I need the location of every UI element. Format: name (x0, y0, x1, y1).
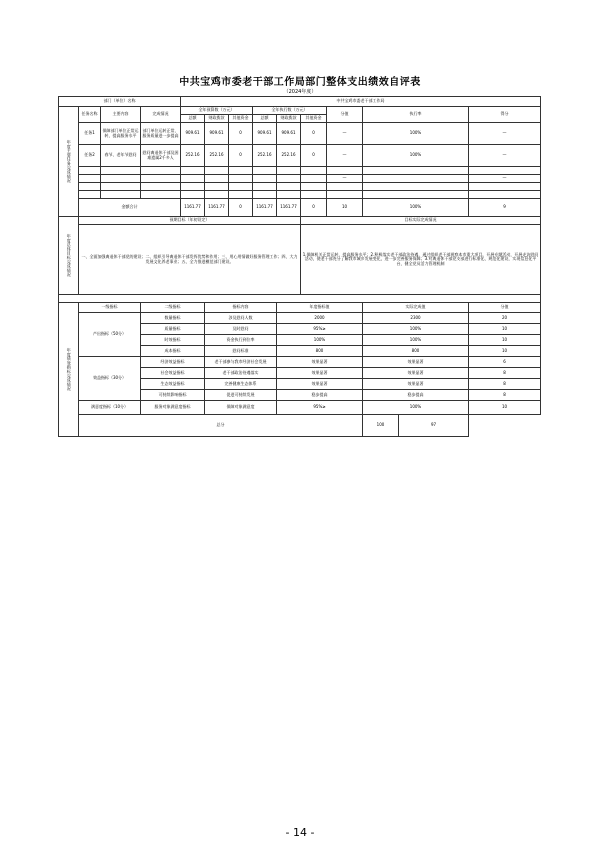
col-indicator-score: 分值 (469, 303, 541, 313)
exec-total: 252.16 (253, 145, 277, 167)
indicator-score: 10 (469, 335, 541, 346)
indicator-target: 效果显著 (277, 368, 363, 379)
indicator-content: 老干部参与我市经济社会发展 (205, 357, 277, 368)
sub-budget-other: 其他资金 (229, 115, 253, 123)
spacer-row (59, 295, 541, 303)
sub-exec-other: 其他资金 (301, 115, 327, 123)
total-budget-total: 1161.77 (181, 199, 205, 217)
exec-fiscal: 252.16 (277, 145, 301, 167)
col-task-content: 主要内容 (101, 107, 141, 123)
indicator-total-score: 100 (363, 415, 399, 437)
total-exec-fiscal: 1161.77 (277, 199, 301, 217)
indicator-level2: 数量指标 (141, 313, 205, 324)
task-rate: 100% (363, 145, 469, 167)
col-score: 分值 (327, 107, 363, 123)
indicator-target: 800 (277, 346, 363, 357)
col-indicator-content: 指标内容 (205, 303, 277, 313)
indicator-actual: 效果显著 (363, 379, 469, 390)
sub-exec-fiscal: 财政拨款 (277, 115, 301, 123)
indicator-level2: 经济效益指标 (141, 357, 205, 368)
total-score: 10 (327, 199, 363, 217)
output-label: 产出指标（50分） (79, 313, 141, 357)
indicator-score: 20 (469, 313, 541, 324)
goals-expected-label: 预期目标（年初设定） (79, 217, 301, 225)
empty-score: — (327, 175, 363, 183)
total-exec-other: 0 (301, 199, 327, 217)
exec-total: 909.61 (253, 123, 277, 145)
indicator-score: 8 (469, 379, 541, 390)
budget-total: 909.61 (181, 123, 205, 145)
col-budget: 全年预算数（万元） (181, 107, 253, 115)
indicator-actual: 效果显著 (363, 368, 469, 379)
indicator-level2: 质量指标 (141, 324, 205, 335)
exec-fiscal: 909.61 (277, 123, 301, 145)
budget-other: 0 (229, 123, 253, 145)
indicator-level2: 可持续影响指标 (141, 390, 205, 401)
indicator-content: 老干部政治待遇落实 (205, 368, 277, 379)
total-budget-other: 0 (229, 199, 253, 217)
sub-exec-total: 总额 (253, 115, 277, 123)
goals-section-label: 年度总体目标完成情况 (59, 217, 79, 295)
col-target: 年度指标值 (277, 303, 363, 313)
table-row-empty (59, 183, 541, 191)
goals-header-row (59, 217, 541, 225)
indicator-actual: 800 (363, 346, 469, 357)
table-row-empty (59, 175, 541, 183)
empty-got: — (469, 175, 541, 183)
indicator-row (59, 313, 541, 324)
indicator-row (59, 357, 541, 368)
indicator-content: 促进可持续发展 (205, 390, 277, 401)
dept-row (59, 97, 541, 107)
task-name: 任务2 (79, 145, 101, 167)
total-got: 9 (469, 199, 541, 217)
col-got: 得分 (469, 107, 541, 123)
indicator-content: 资金执行到位率 (205, 335, 277, 346)
funding-section-label: 年度主要任务完成情况 (59, 107, 79, 217)
indicator-content: 及时慰问 (205, 324, 277, 335)
indicator-actual: 2300 (363, 313, 469, 324)
document-title: 中共宝鸡市委老干部工作局部门整体支出绩效自评表 (179, 77, 421, 88)
indicator-level2: 成本指标 (141, 346, 205, 357)
indicator-actual: 效果显著 (363, 357, 469, 368)
col-level2: 二级指标 (141, 303, 205, 313)
task-score: — (327, 123, 363, 145)
task-got: — (469, 123, 541, 145)
indicator-actual: 稳步提高 (363, 390, 469, 401)
indicator-score: 10 (469, 346, 541, 357)
indicator-total-row (59, 415, 541, 437)
budget-fiscal: 909.61 (205, 123, 229, 145)
indicator-content: 保障对象满意度 (205, 401, 277, 415)
indicator-content: 涉及慰问人数 (205, 313, 277, 324)
indicator-score: 8 (469, 368, 541, 379)
col-actual: 实际完成值 (363, 303, 469, 313)
table-row-empty (59, 167, 541, 175)
task-status: 慰问离退休干部及困难遗属2千多人 (141, 145, 181, 167)
indicator-target: 95%≥ (277, 401, 363, 415)
table-row-empty (59, 191, 541, 199)
indicator-row (59, 401, 541, 415)
total-rate: 100% (363, 199, 469, 217)
total-budget-fiscal: 1161.77 (205, 199, 229, 217)
indicator-level2: 生态效益指标 (141, 379, 205, 390)
indicator-content: 完善健康生态体系 (205, 379, 277, 390)
indicator-header-row (59, 303, 541, 313)
goals-actual-label: 目标实际完成情况 (301, 217, 541, 225)
indicator-score: 8 (469, 390, 541, 401)
funding-total-label: 金额合计 (79, 199, 181, 217)
task-content: 保障部门单位正常运转，提高服务水平 (101, 123, 141, 145)
indicator-target: 2000 (277, 313, 363, 324)
indicator-target: 稳步提高 (277, 390, 363, 401)
indicator-section-label: 年度绩效指标完成情况 (59, 303, 79, 437)
indicator-level2: 时效指标 (141, 335, 205, 346)
table-row (59, 123, 541, 145)
task-rate: 100% (363, 123, 469, 145)
indicator-score: 10 (469, 401, 541, 415)
col-level1: 一级指标 (79, 303, 141, 313)
task-got: — (469, 145, 541, 167)
task-name: 任务1 (79, 123, 101, 145)
goals-actual-text: 1.保障机关正常运转，提高服务水平；2.积极落实老干部政治待遇，通过组织老干部视察本市重大项目、开展专题活动，开展走访慰问活动，使老干部充分了解我市城乡发展变化，进一步完善服务保障；3.对离退休干部党支部进行标准化、规范化建设，实现信息化平台，健全党员活力管理机制 (301, 225, 541, 295)
exec-other: 0 (301, 123, 327, 145)
sub-budget-total: 总额 (181, 115, 205, 123)
benefit-label: 效益指标（30分） (79, 357, 141, 401)
col-executed: 全年执行数（万元） (253, 107, 327, 115)
exec-other: 0 (301, 145, 327, 167)
budget-total: 252.16 (181, 145, 205, 167)
table-row (59, 145, 541, 167)
performance-table (58, 96, 541, 437)
task-score: — (327, 145, 363, 167)
funding-total-row (59, 199, 541, 217)
col-task-name: 任务名称 (79, 107, 101, 123)
budget-other: 0 (229, 145, 253, 167)
satisfaction-label: 满意度指标（10分） (79, 401, 141, 415)
indicator-target: 95%≥ (277, 324, 363, 335)
document-year: （2024年度） (283, 89, 317, 95)
indicator-score: 10 (469, 324, 541, 335)
indicator-total-label: 总分 (79, 415, 363, 437)
dept-value: 中共宝鸡市委老干部工作局 (181, 97, 541, 107)
col-rate: 执行率 (363, 107, 469, 123)
col-task-status: 完成情况 (141, 107, 181, 123)
indicator-target: 效果显著 (277, 379, 363, 390)
indicator-target: 效果显著 (277, 357, 363, 368)
page-number: - 14 - (285, 826, 315, 839)
total-exec-total: 1161.77 (253, 199, 277, 217)
indicator-level2: 服务对象满意度指标 (141, 401, 205, 415)
indicator-level2: 社会效益指标 (141, 368, 205, 379)
indicator-actual: 100% (363, 335, 469, 346)
task-content: 春节、老年节慰问 (101, 145, 141, 167)
indicator-total-got: 97 (399, 415, 469, 437)
indicator-actual: 100% (363, 324, 469, 335)
indicator-content: 慰问标准 (205, 346, 277, 357)
indicator-score: 6 (469, 357, 541, 368)
goals-content-row (59, 225, 541, 295)
task-status: 部门单位运转正常，服务质量进一步提高 (141, 123, 181, 145)
sub-budget-fiscal: 财政拨款 (205, 115, 229, 123)
funding-header-row (59, 107, 541, 115)
indicator-target: 100% (277, 335, 363, 346)
goals-expected-text: 一、全面加强离退休干部党的建设；二、组织引导离退休干部发挥优势和作用；三、用心用情做好服务管理工作；四、大力发展文化养老事业；五、全力推进模范部门建设。 (79, 225, 301, 295)
budget-fiscal: 252.16 (205, 145, 229, 167)
dept-label: 部门（单位）名称 (59, 97, 181, 107)
indicator-actual: 100% (363, 401, 469, 415)
